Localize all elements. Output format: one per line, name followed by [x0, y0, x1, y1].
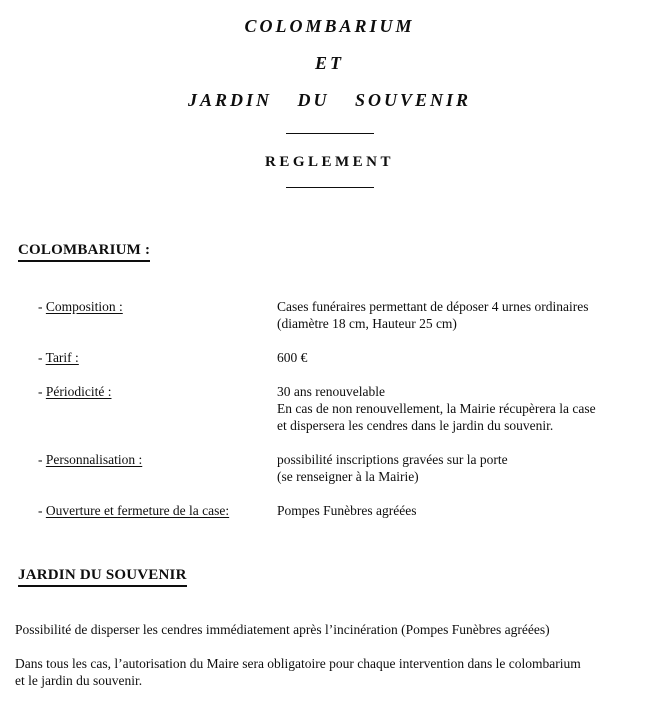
paragraph: Dans tous les cas, l’autorisation du Maire sera obligatoire pour chaque intervention dans le colombarium et le jardin du souvenir.	[15, 656, 581, 688]
item-label-underlined-text: Ouverture et fermeture de la case:	[45, 503, 230, 518]
section-colombarium	[0, 241, 659, 519]
definition-row	[38, 383, 659, 434]
item-label: - Tarif :	[38, 350, 79, 365]
item-label-underlined-text: Composition :	[45, 299, 123, 314]
item-value: possibilité inscriptions gravées sur la porte (se renseigner à la Mairie)	[277, 452, 508, 484]
document-header	[0, 0, 659, 188]
item-value: 600 €	[277, 350, 308, 365]
item-value: Cases funéraires permettant de déposer 4 urnes ordinaires (diamètre 18 cm, Hauteur 25 cm)	[277, 299, 589, 331]
item-label-underlined-text: Personnalisation :	[45, 452, 143, 467]
subtitle-reglement: REGLEMENT	[264, 154, 394, 170]
definition-row	[38, 349, 659, 366]
item-label-underlined-text: Périodicité :	[45, 384, 112, 399]
divider-rule-bottom	[286, 187, 374, 188]
divider-rule-top	[286, 133, 374, 134]
item-label-underlined-text: Tarif :	[45, 350, 79, 365]
section-heading-text: COLOMBARIUM :	[18, 241, 150, 262]
item-label: - Personnalisation :	[38, 452, 143, 467]
section-heading-text: JARDIN DU SOUVENIR	[18, 566, 187, 587]
title-line-et: ET	[314, 53, 344, 73]
jardin-paragraphs	[15, 621, 651, 689]
definition-row	[38, 298, 659, 332]
item-value: 30 ans renouvelable En cas de non renouvellement, la Mairie récupèrera la case et dispersera les cendres dans le jardin du souvenir.	[277, 384, 596, 433]
item-label: - Ouverture et fermeture de la case:	[38, 503, 230, 518]
item-label: - Composition :	[38, 299, 123, 314]
section-heading-jardin	[18, 566, 659, 587]
title-line-colombarium: COLOMBARIUM	[244, 16, 415, 36]
section-jardin	[0, 566, 659, 689]
item-value: Pompes Funèbres agréées	[277, 503, 417, 518]
definition-row	[38, 502, 659, 519]
item-label: - Périodicité :	[38, 384, 112, 399]
paragraph: Possibilité de disperser les cendres immédiatement après l’incinération (Pompes Funèbres agréées)	[15, 622, 550, 637]
title-line-jardin-du-souvenir: JARDIN DU SOUVENIR	[187, 90, 472, 110]
section-heading-colombarium	[18, 241, 659, 262]
definition-row	[38, 451, 659, 485]
colombarium-items	[38, 298, 659, 519]
